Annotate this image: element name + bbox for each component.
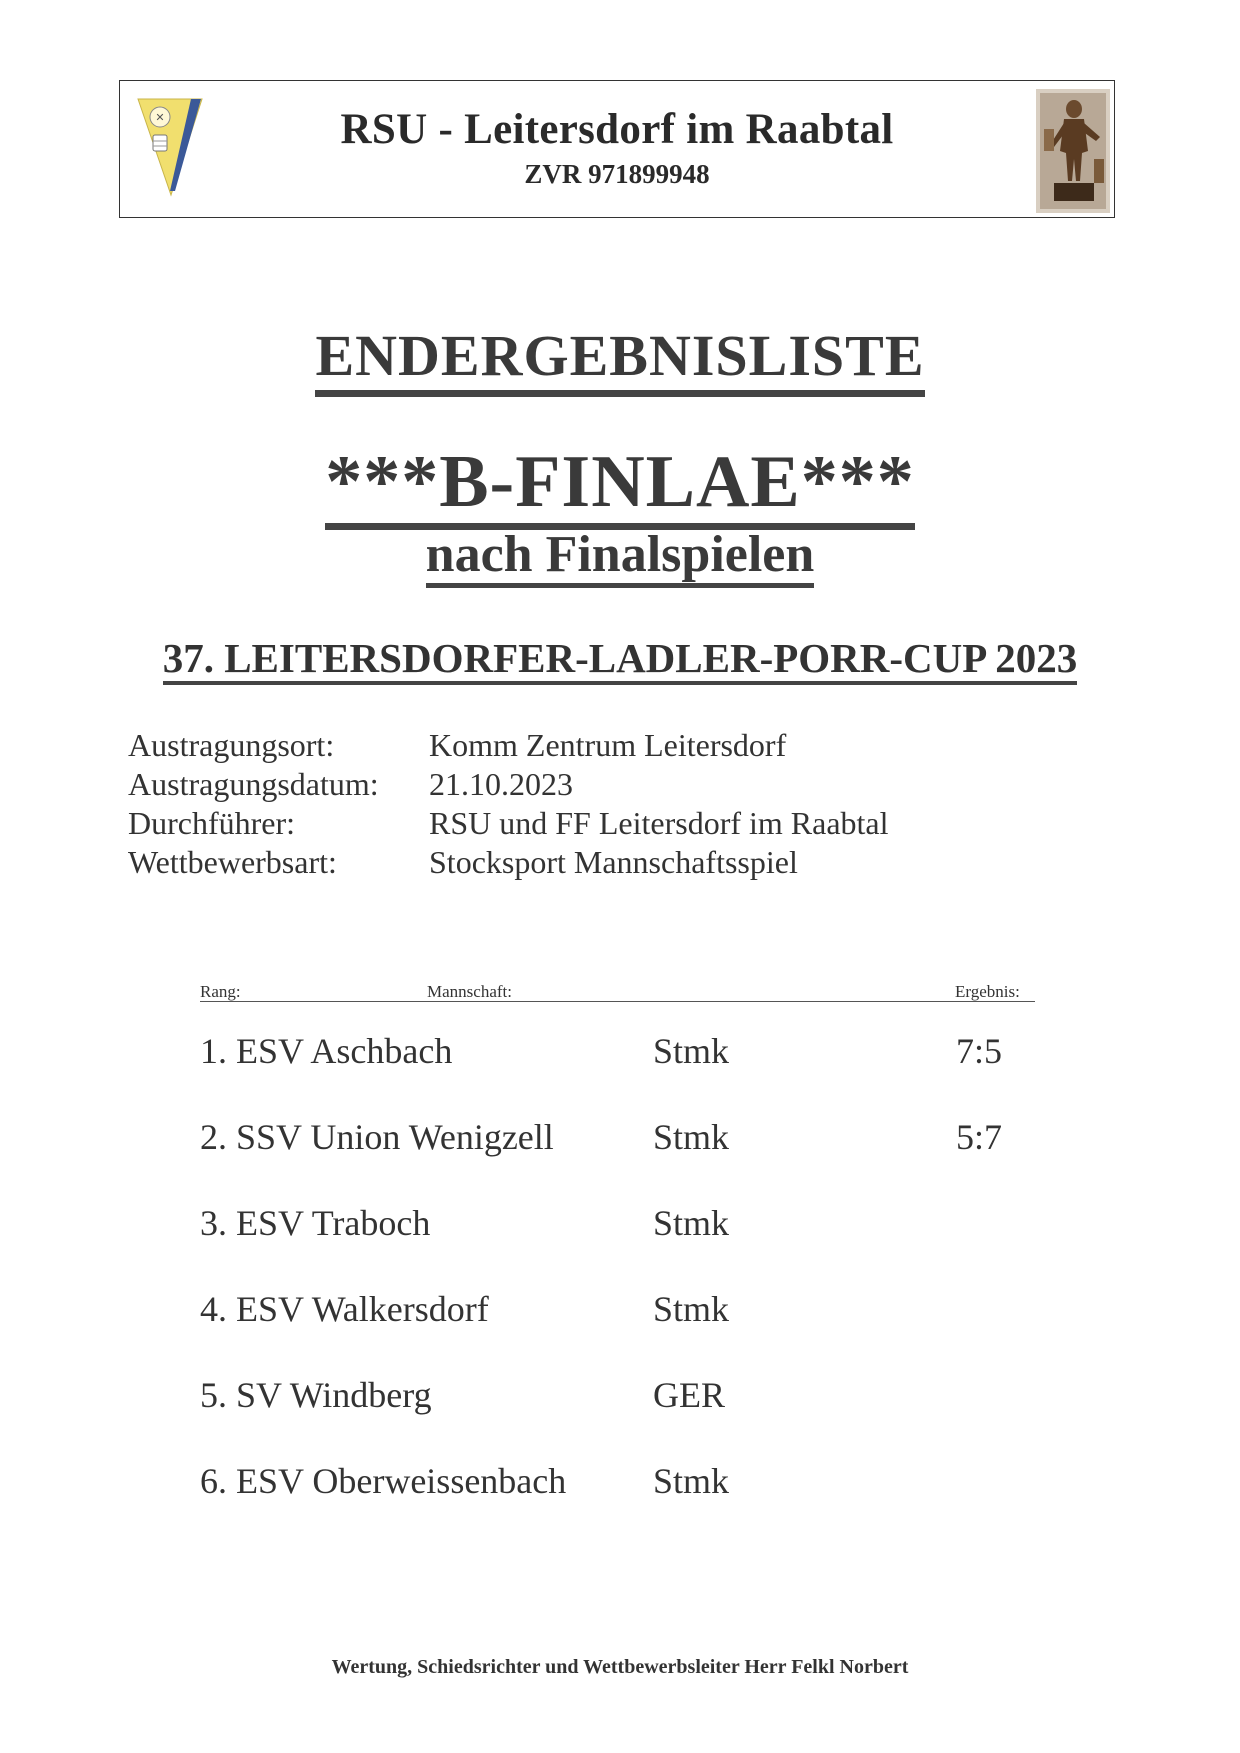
team-name: 2. SSV Union Wenigzell bbox=[200, 1117, 554, 1157]
team-result: 5:7 bbox=[956, 1117, 1003, 1157]
team-name: 3. ESV Traboch bbox=[200, 1203, 431, 1243]
team-region: Stmk bbox=[653, 1203, 730, 1243]
document-title bbox=[0, 322, 1240, 389]
info-value: 21.10.2023 bbox=[429, 766, 573, 802]
team-region: Stmk bbox=[653, 1461, 730, 1501]
letterhead-box bbox=[119, 80, 1115, 218]
final-round-title-text: ***B-FINLAE*** bbox=[325, 441, 915, 530]
team-name: 4. ESV Walkersdorf bbox=[200, 1289, 489, 1329]
after-finals-subtitle bbox=[0, 525, 1240, 584]
result-column-header: Ergebnis: bbox=[955, 982, 1020, 1001]
info-label: Wettbewerbsart: bbox=[128, 844, 337, 880]
info-value: RSU und FF Leitersdorf im Raabtal bbox=[429, 805, 889, 841]
svg-text:✕: ✕ bbox=[155, 112, 165, 124]
rank-column-header: Rang: bbox=[200, 982, 241, 1001]
team-column-header: Mannschaft: bbox=[427, 982, 512, 1001]
final-round-title bbox=[0, 440, 1240, 525]
after-finals-subtitle-text: nach Finalspielen bbox=[426, 526, 815, 588]
info-label: Austragungsort: bbox=[128, 727, 335, 763]
team-region: GER bbox=[653, 1375, 725, 1415]
cup-title-text: 37. LEITERSDORFER-LADLER-PORR-CUP 2023 bbox=[163, 635, 1078, 685]
info-value: Komm Zentrum Leitersdorf bbox=[429, 727, 787, 763]
info-label: Durchführer: bbox=[128, 805, 296, 841]
info-value: Stocksport Mannschaftsspiel bbox=[429, 844, 798, 880]
team-region: Stmk bbox=[653, 1289, 730, 1329]
club-registration-number: ZVR 971899948 bbox=[524, 159, 710, 189]
team-region: Stmk bbox=[653, 1031, 730, 1071]
info-label: Austragungsdatum: bbox=[128, 766, 379, 802]
document-title-text: ENDERGEBNISLISTE bbox=[315, 323, 924, 397]
team-name: 5. SV Windberg bbox=[200, 1375, 432, 1415]
team-name: 6. ESV Oberweissenbach bbox=[200, 1461, 567, 1501]
team-name: 1. ESV Aschbach bbox=[200, 1031, 453, 1071]
team-result: 7:5 bbox=[956, 1031, 1003, 1071]
team-region: Stmk bbox=[653, 1117, 730, 1157]
club-name: RSU - Leitersdorf im Raabtal bbox=[340, 106, 894, 153]
cup-title bbox=[0, 634, 1240, 682]
table-header-divider bbox=[200, 1001, 1035, 1002]
trophy-statue-icon bbox=[1036, 89, 1110, 213]
referee-footer: Wertung, Schiedsrichter und Wettbewerbsleiter Herr Felkl Norbert bbox=[331, 1656, 909, 1678]
